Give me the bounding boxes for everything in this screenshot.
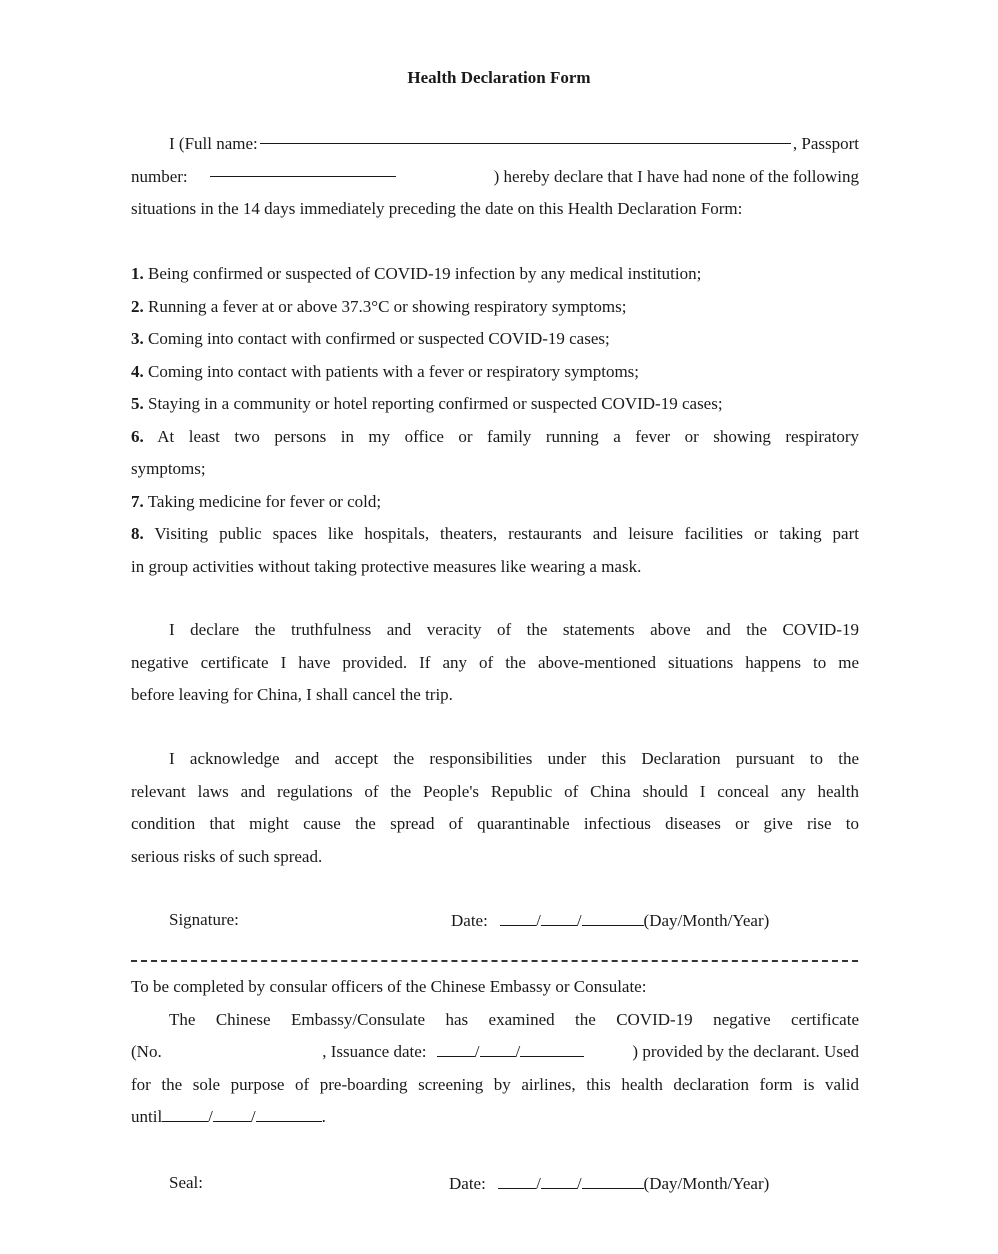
certificate-line: (No. , Issuance date: / / ) provided by the declarant. Used — [131, 1042, 859, 1061]
issuance-month-field[interactable] — [480, 1041, 516, 1057]
list-item: 1. Being confirmed or suspected of COVID-19 infection by any medical institution; — [131, 264, 702, 283]
passport-label: , Passport — [792, 134, 859, 153]
date-label: Date: — [449, 1174, 486, 1193]
list-item: 5. Staying in a community or hotel reporting confirmed or suspected COVID-19 cases; — [131, 394, 723, 413]
date-format-hint: (Day/Month/Year) — [643, 1174, 770, 1193]
full-name-field[interactable] — [260, 128, 791, 144]
full-name-label: I (Full name: — [169, 134, 258, 153]
page-title: Health Declaration Form — [407, 68, 591, 87]
date-format-hint: (Day/Month/Year) — [643, 911, 770, 930]
list-item: 6. At least two persons in my office or family running a fever or showing respiratory — [131, 426, 859, 446]
valid-until-line: until / / . — [131, 1107, 326, 1126]
year-field[interactable] — [582, 1173, 644, 1189]
year-field[interactable] — [582, 910, 644, 926]
declaration-paragraph: I declare the truthfulness and veracity of the statements above and the COVID-19 negative certificate I have provided. If any of the above-mentioned situations happens to me before leaving for China, I shall cancel the trip. — [131, 620, 859, 704]
valid-day-field[interactable] — [162, 1106, 208, 1122]
certificate-no-label: (No. — [131, 1042, 162, 1061]
list-item-continuation: symptoms; — [131, 459, 206, 478]
passport-number-label: number: — [131, 166, 188, 186]
month-field[interactable] — [541, 1173, 577, 1189]
date-label: Date: — [451, 911, 488, 930]
valid-year-field[interactable] — [256, 1106, 322, 1122]
intro-line-1 — [131, 128, 859, 161]
list-item: 3. Coming into contact with confirmed or suspected COVID-19 cases; — [131, 329, 610, 348]
situations-list — [131, 258, 859, 583]
intro-line-3: situations in the 14 days immediately preceding the date on this Health Declaration Form: — [131, 199, 743, 218]
list-item: 2. Running a fever at or above 37.3°C or showing respiratory symptoms; — [131, 296, 627, 316]
seal-date-row: Date: / / (Day/Month/Year) — [449, 1174, 770, 1193]
acknowledge-paragraph: I acknowledge and accept the responsibilities under this Declaration pursuant to the relevant laws and regulations of the People's Republic of China should I conceal any health condition that might cause the spread of quarantinable infectious diseases or give rise to serious risks of such spread. — [131, 749, 859, 866]
consular-section: To be completed by consular officers of the Chinese Embassy or Consulate: The Chinese Embassy/Consulate has examined the COVID-19 negative certificate (No. , Issuance date: / / ) provided by the declarant. Used for the sole purpose of pre-boarding screening by airlines, this health declaration form is valid until / / . — [131, 971, 859, 1134]
declare-text: ) hereby declare that I have had none of the following — [493, 166, 859, 186]
month-field[interactable] — [541, 910, 577, 926]
list-item: 4. Coming into contact with patients with a fever or respiratory symptoms; — [131, 361, 640, 381]
intro-line-2 — [131, 161, 859, 194]
cut-line-divider — [131, 960, 858, 962]
seal-label: Seal: — [169, 1173, 203, 1192]
signature-label: Signature: — [169, 910, 239, 929]
list-item-continuation: in group activities without taking protective measures like wearing a mask. — [131, 556, 642, 576]
day-field[interactable] — [500, 910, 536, 926]
passport-number-field[interactable] — [210, 161, 396, 177]
issuance-day-field[interactable] — [437, 1041, 475, 1057]
consular-heading: To be completed by consular officers of the Chinese Embassy or Consulate: — [131, 977, 647, 996]
intro-paragraph — [131, 128, 859, 226]
signature-date-row: Date: / / (Day/Month/Year) — [451, 911, 770, 930]
valid-month-field[interactable] — [213, 1106, 251, 1122]
issuance-year-field[interactable] — [520, 1041, 584, 1057]
list-item: 7. Taking medicine for fever or cold; — [131, 491, 382, 511]
issuance-date-label: , Issuance date: — [322, 1042, 427, 1061]
list-item: 8. Visiting public spaces like hospitals, theaters, restaurants and leisure facilities or taking part — [131, 524, 859, 543]
day-field[interactable] — [498, 1173, 536, 1189]
